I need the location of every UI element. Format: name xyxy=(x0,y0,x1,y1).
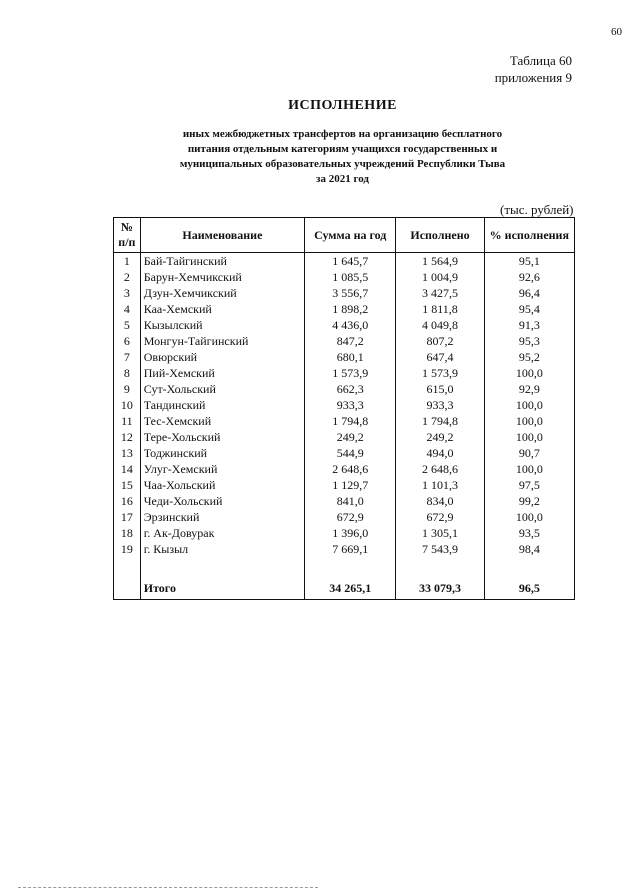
table-row xyxy=(114,541,575,557)
row-name: Сут-Хольский xyxy=(140,381,304,397)
table-row xyxy=(114,477,575,493)
row-percent: 96,4 xyxy=(484,285,574,301)
row-name: Тоджинский xyxy=(140,445,304,461)
row-executed: 2 648,6 xyxy=(396,461,484,477)
execution-table xyxy=(113,217,575,600)
row-percent: 99,2 xyxy=(484,493,574,509)
row-sum: 933,3 xyxy=(305,397,396,413)
header-sum: Сумма на год xyxy=(305,218,396,253)
header-index: № п/п xyxy=(114,218,141,253)
row-executed: 3 427,5 xyxy=(396,285,484,301)
row-index: 5 xyxy=(114,317,141,333)
row-executed: 1 811,8 xyxy=(396,301,484,317)
subtitle-line: за 2021 год xyxy=(316,173,369,185)
table-row xyxy=(114,381,575,397)
table-row xyxy=(114,333,575,349)
row-executed: 1 564,9 xyxy=(396,253,484,270)
row-percent: 98,4 xyxy=(484,541,574,557)
row-executed: 834,0 xyxy=(396,493,484,509)
row-name: г. Ак-Довурак xyxy=(140,525,304,541)
row-executed: 1 004,9 xyxy=(396,269,484,285)
row-name: Бай-Тайгинский xyxy=(140,253,304,270)
row-sum: 662,3 xyxy=(305,381,396,397)
subtitle-line: иных межбюджетных трансфертов на организацию бесплатного xyxy=(182,128,503,140)
row-sum: 4 436,0 xyxy=(305,317,396,333)
table-body xyxy=(114,253,575,600)
row-name: Барун-Хемчикский xyxy=(140,269,304,285)
row-sum: 1 573,9 xyxy=(305,365,396,381)
document-title: ИСПОЛНЕНИЕ xyxy=(288,98,397,113)
row-sum: 1 898,2 xyxy=(305,301,396,317)
row-sum: 847,2 xyxy=(305,333,396,349)
row-index: 2 xyxy=(114,269,141,285)
row-percent: 90,7 xyxy=(484,445,574,461)
table-row xyxy=(114,429,575,445)
row-executed: 672,9 xyxy=(396,509,484,525)
row-name: Тере-Хольский xyxy=(140,429,304,445)
row-executed: 249,2 xyxy=(396,429,484,445)
table-row xyxy=(114,461,575,477)
table-row xyxy=(114,413,575,429)
spacer-cell xyxy=(114,557,141,577)
row-percent: 91,3 xyxy=(484,317,574,333)
spacer-cell xyxy=(484,557,574,577)
table-row xyxy=(114,301,575,317)
row-percent: 95,2 xyxy=(484,349,574,365)
spacer-cell xyxy=(396,557,484,577)
row-index: 7 xyxy=(114,349,141,365)
row-executed: 1 794,8 xyxy=(396,413,484,429)
row-executed: 4 049,8 xyxy=(396,317,484,333)
row-sum: 544,9 xyxy=(305,445,396,461)
row-percent: 92,9 xyxy=(484,381,574,397)
row-executed: 1 573,9 xyxy=(396,365,484,381)
row-index: 14 xyxy=(114,461,141,477)
row-name: Каа-Хемский xyxy=(140,301,304,317)
row-name: Чаа-Хольский xyxy=(140,477,304,493)
row-percent: 100,0 xyxy=(484,397,574,413)
row-name: Чеди-Хольский xyxy=(140,493,304,509)
row-index: 12 xyxy=(114,429,141,445)
row-sum: 841,0 xyxy=(305,493,396,509)
table-row xyxy=(114,269,575,285)
table-row xyxy=(114,253,575,270)
table-row xyxy=(114,493,575,509)
row-percent: 92,6 xyxy=(484,269,574,285)
row-percent: 100,0 xyxy=(484,461,574,477)
row-name: Эрзинский xyxy=(140,509,304,525)
row-index: 13 xyxy=(114,445,141,461)
total-label: Итого xyxy=(140,577,304,600)
total-index xyxy=(114,577,141,600)
table-ref-line2: приложения 9 xyxy=(494,70,572,85)
row-executed: 1 101,3 xyxy=(396,477,484,493)
row-sum: 680,1 xyxy=(305,349,396,365)
row-sum: 1 794,8 xyxy=(305,413,396,429)
subtitle-line: муниципальных образовательных учреждений Республики Тыва xyxy=(179,158,506,170)
table-row xyxy=(114,397,575,413)
row-index: 3 xyxy=(114,285,141,301)
table-row xyxy=(114,365,575,381)
row-index: 18 xyxy=(114,525,141,541)
row-sum: 249,2 xyxy=(305,429,396,445)
row-name: Овюрский xyxy=(140,349,304,365)
row-index: 1 xyxy=(114,253,141,270)
row-index: 9 xyxy=(114,381,141,397)
row-percent: 93,5 xyxy=(484,525,574,541)
row-percent: 95,1 xyxy=(484,253,574,270)
table-total-row xyxy=(114,577,575,600)
header-name: Наименование xyxy=(140,218,304,253)
units-label: (тыс. рублей) xyxy=(500,202,574,217)
row-name: Тес-Хемский xyxy=(140,413,304,429)
table-row xyxy=(114,317,575,333)
row-sum: 1 085,5 xyxy=(305,269,396,285)
table-spacer-row xyxy=(114,557,575,577)
row-name: Дзун-Хемчикский xyxy=(140,285,304,301)
row-executed: 7 543,9 xyxy=(396,541,484,557)
row-sum: 672,9 xyxy=(305,509,396,525)
row-index: 19 xyxy=(114,541,141,557)
row-sum: 2 648,6 xyxy=(305,461,396,477)
table-row xyxy=(114,525,575,541)
row-executed: 615,0 xyxy=(396,381,484,397)
table-row xyxy=(114,285,575,301)
row-sum: 1 645,7 xyxy=(305,253,396,270)
subtitle-line: питания отдельным категориям учащихся государственных и xyxy=(187,143,498,155)
table-reference xyxy=(495,52,572,86)
total-percent: 96,5 xyxy=(484,577,574,600)
row-index: 17 xyxy=(114,509,141,525)
table-ref-line1: Таблица 60 xyxy=(509,53,572,68)
row-executed: 1 305,1 xyxy=(396,525,484,541)
row-percent: 95,3 xyxy=(484,333,574,349)
row-sum: 3 556,7 xyxy=(305,285,396,301)
row-name: г. Кызыл xyxy=(140,541,304,557)
row-executed: 807,2 xyxy=(396,333,484,349)
table-header-row xyxy=(114,218,575,253)
row-index: 4 xyxy=(114,301,141,317)
row-percent: 95,4 xyxy=(484,301,574,317)
row-index: 10 xyxy=(114,397,141,413)
row-index: 8 xyxy=(114,365,141,381)
row-name: Улуг-Хемский xyxy=(140,461,304,477)
table-row xyxy=(114,445,575,461)
table-row xyxy=(114,509,575,525)
row-sum: 1 129,7 xyxy=(305,477,396,493)
total-executed: 33 079,3 xyxy=(396,577,484,600)
row-index: 11 xyxy=(114,413,141,429)
row-percent: 100,0 xyxy=(484,365,574,381)
header-executed: Исполнено xyxy=(396,218,484,253)
row-percent: 97,5 xyxy=(484,477,574,493)
table-row xyxy=(114,349,575,365)
row-executed: 647,4 xyxy=(396,349,484,365)
row-name: Монгун-Тайгинский xyxy=(140,333,304,349)
total-sum: 34 265,1 xyxy=(305,577,396,600)
row-index: 6 xyxy=(114,333,141,349)
page-number: 60 xyxy=(611,26,622,38)
spacer-cell xyxy=(140,557,304,577)
document-subtitle xyxy=(0,127,640,187)
row-executed: 933,3 xyxy=(396,397,484,413)
row-index: 16 xyxy=(114,493,141,509)
row-name: Пий-Хемский xyxy=(140,365,304,381)
header-percent: % исполнения xyxy=(484,218,574,253)
row-percent: 100,0 xyxy=(484,509,574,525)
row-percent: 100,0 xyxy=(484,429,574,445)
row-percent: 100,0 xyxy=(484,413,574,429)
row-name: Кызылский xyxy=(140,317,304,333)
footer-divider xyxy=(18,887,318,888)
spacer-cell xyxy=(305,557,396,577)
row-executed: 494,0 xyxy=(396,445,484,461)
row-name: Тандинский xyxy=(140,397,304,413)
row-index: 15 xyxy=(114,477,141,493)
row-sum: 7 669,1 xyxy=(305,541,396,557)
row-sum: 1 396,0 xyxy=(305,525,396,541)
